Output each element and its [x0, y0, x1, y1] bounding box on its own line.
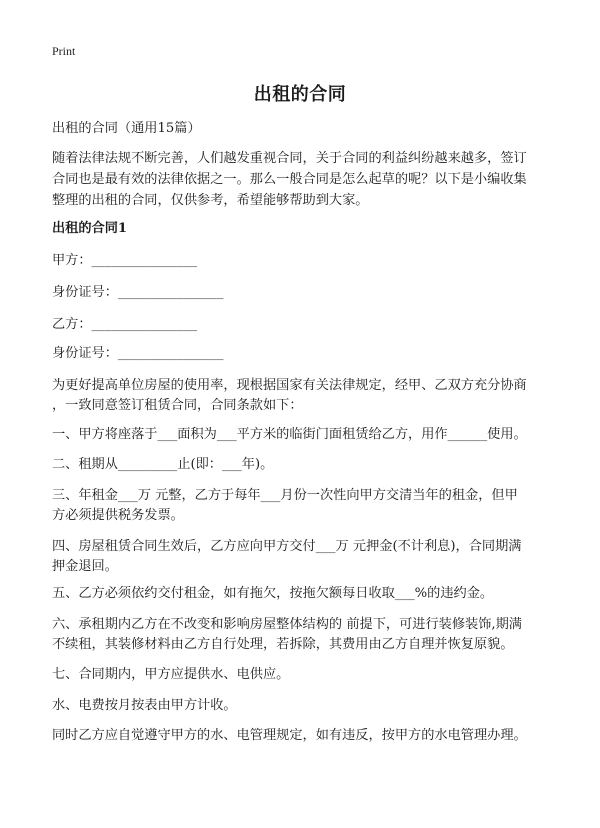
document-title: 出租的合同	[253, 84, 347, 105]
document-subtitle: 出租的合同（通用15篇）	[52, 121, 201, 136]
party-b-field: 乙方：________________	[52, 317, 198, 332]
party-a-field: 甲方：________________	[52, 253, 198, 268]
intro-line-3: 整理的出租的合同，仅供参考，希望能够帮助到大家。	[52, 193, 369, 208]
clause-4-line-1: 四、房屋租赁合同生效后，乙方应向甲方交付___万 元押金(不计利息)，合同期满	[52, 539, 522, 554]
clause-4-line-2: 押金退回。	[52, 559, 118, 574]
clause-3-line-2: 方必须提供税务发票。	[52, 508, 184, 523]
party-a-id-field: 身份证号：________________	[52, 285, 224, 300]
clause-6-line-1: 六、承租期内乙方在不改变和影响房屋整体结构的 前提下，可进行装修装饰,期满	[52, 617, 522, 632]
clause-2: 二、租期从_________止(即：___年)。	[52, 457, 274, 472]
clause-5: 五、乙方必须依约交付租金，如有拖欠，按拖欠额每日收取___%的违约金。	[52, 586, 494, 601]
clause-3-line-1: 三、年租金___万 元整，乙方于每年___月份一次性向甲方交清当年的租金，但甲	[52, 488, 518, 503]
party-b-id-field: 身份证号：________________	[52, 346, 224, 361]
intro-line-2: 合同也是最有效的法律依据之一。那么一般合同是怎么起草的呢？以下是小编收集	[52, 172, 527, 187]
preamble-line-2: ，一致同意签订租赁合同，合同条款如下：	[52, 398, 303, 413]
preamble-line-1: 为更好提高单位房屋的使用率，现根据国家有关法律规定，经甲、乙双方充分协商	[52, 378, 527, 393]
clause-1: 一、甲方将座落于___面积为___平方米的临街门面租赁给乙方，用作______使用。	[52, 427, 527, 442]
clause-7: 七、合同期内，甲方应提供水、电供应。	[52, 667, 290, 682]
clause-6-line-2: 不续租，其装修材料由乙方自行处理，若拆除，其费用由乙方自理并恢复原貌。	[52, 637, 514, 652]
intro-line-1: 随着法律法规不断完善，人们越发重视合同，关于合同的利益纠纷越来越多，签订	[52, 151, 527, 166]
utility-rules: 同时乙方应自觉遵守甲方的水、电管理规定，如有违反，按甲方的水电管理办理。	[52, 728, 527, 743]
utility-billing: 水、电费按月按表由甲方计收。	[52, 698, 237, 713]
section-heading: 出租的合同1	[52, 221, 128, 236]
print-link[interactable]: Print	[52, 44, 76, 58]
